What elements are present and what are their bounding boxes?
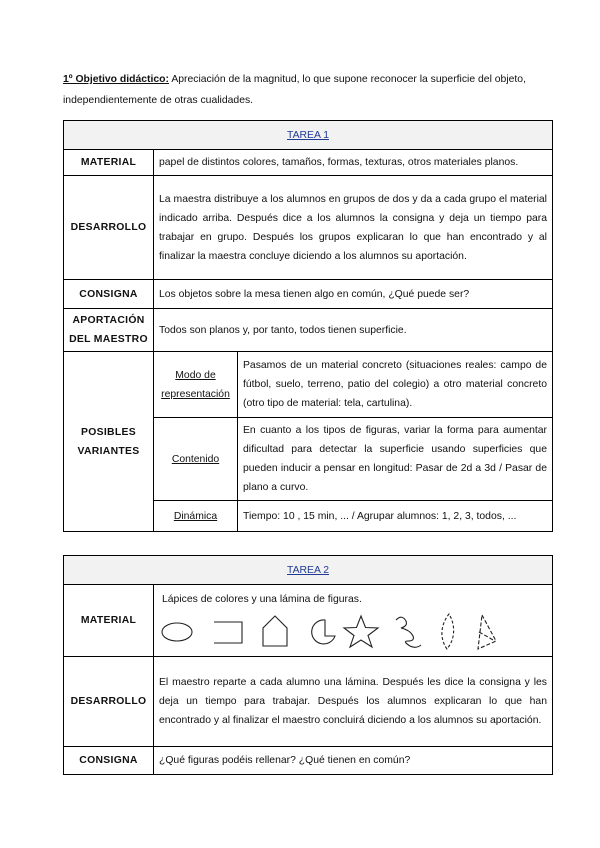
consigna-label: CONSIGNA [64,747,154,775]
consigna-text: ¿Qué figuras podéis rellenar? ¿Qué tienen en común? [154,747,553,775]
variant-text: En cuanto a los tipos de figuras, variar la forma para aumentar dificultad para detectar la superficie usando superficies que pueden inducir a pensar en longitud: Pasar de 2d a 3d / Pasar de plano a curvo. [238,418,553,501]
desarrollo-text: La maestra distribuye a los alumnos en grupos de dos y da a cada grupo el material indicado arriba. Después dice a los alumnos la consigna y deja un tiempo para trabajar en grupo. Después los grupos explicaran lo que han encontrado y al finalizar la maestra concluye diciendo a los alumnos su aportación. [154,176,553,280]
consigna-label: CONSIGNA [64,280,154,309]
variantes-label: POSIBLES VARIANTES [64,352,154,532]
star-icon [344,616,378,647]
open-rectangle-icon [214,622,242,643]
tarea-2-title: TAREA 2 [64,556,553,585]
tarea-1-table [63,120,553,532]
variant-text: Tiempo: 10 , 15 min, ... / Agrupar alumnos: 1, 2, 3, todos, ... [238,501,553,532]
ellipse-icon [162,623,192,641]
desarrollo-label: DESARROLLO [64,657,154,747]
zigzag-scribble-icon [396,617,421,647]
objective-text: Apreciación de la magnitud, lo que supone reconocer la superficie del objeto, independientemente de otras cualidades. [63,74,526,106]
material-label: MATERIAL [64,150,154,176]
tarea-1-title: TAREA 1 [64,121,553,150]
material-text: papel de distintos colores, tamaños, formas, texturas, otros materiales planos. [154,150,553,176]
variant-name: Dinámica [154,501,238,532]
desarrollo-text: El maestro reparte a cada alumno una lámina. Después les dice la consigna y les deja un tiempo para trabajar. Después los alumnos explicaran lo que han encontrado y al finalizar el maestro concluirá diciendo a los alumnos su aportación. [154,657,553,747]
variant-name: Modo de representación [154,352,238,418]
consigna-text: Los objetos sobre la mesa tienen algo en común, ¿Qué puede ser? [154,280,553,309]
material-text: Lápices de colores y una lámina de figuras. [162,593,362,605]
material-cell [154,585,553,657]
aportacion-label: APORTACIÓN DEL MAESTRO [64,309,154,352]
material-label: MATERIAL [64,585,154,657]
tarea-2-table [63,555,553,775]
cut-circle-icon [312,619,335,643]
variant-name: Contenido [154,418,238,501]
aportacion-text: Todos son planos y, por tanto, todos tienen superficie. [154,309,553,352]
leaf-outline-icon [442,614,454,649]
objective-label: 1º Objetivo didáctico: [63,74,169,85]
variant-text: Pasamos de un material concreto (situaciones reales: campo de fútbol, suelo, terreno, patio del colegio) a otro material concreto (otro tipo de material: tela, cartulina). [238,352,553,418]
desarrollo-label: DESARROLLO [64,176,154,280]
house-pentagon-icon [263,616,287,646]
triangle-sketch-icon [478,615,496,649]
objective-paragraph [63,69,543,111]
shapes-sheet [159,610,544,652]
